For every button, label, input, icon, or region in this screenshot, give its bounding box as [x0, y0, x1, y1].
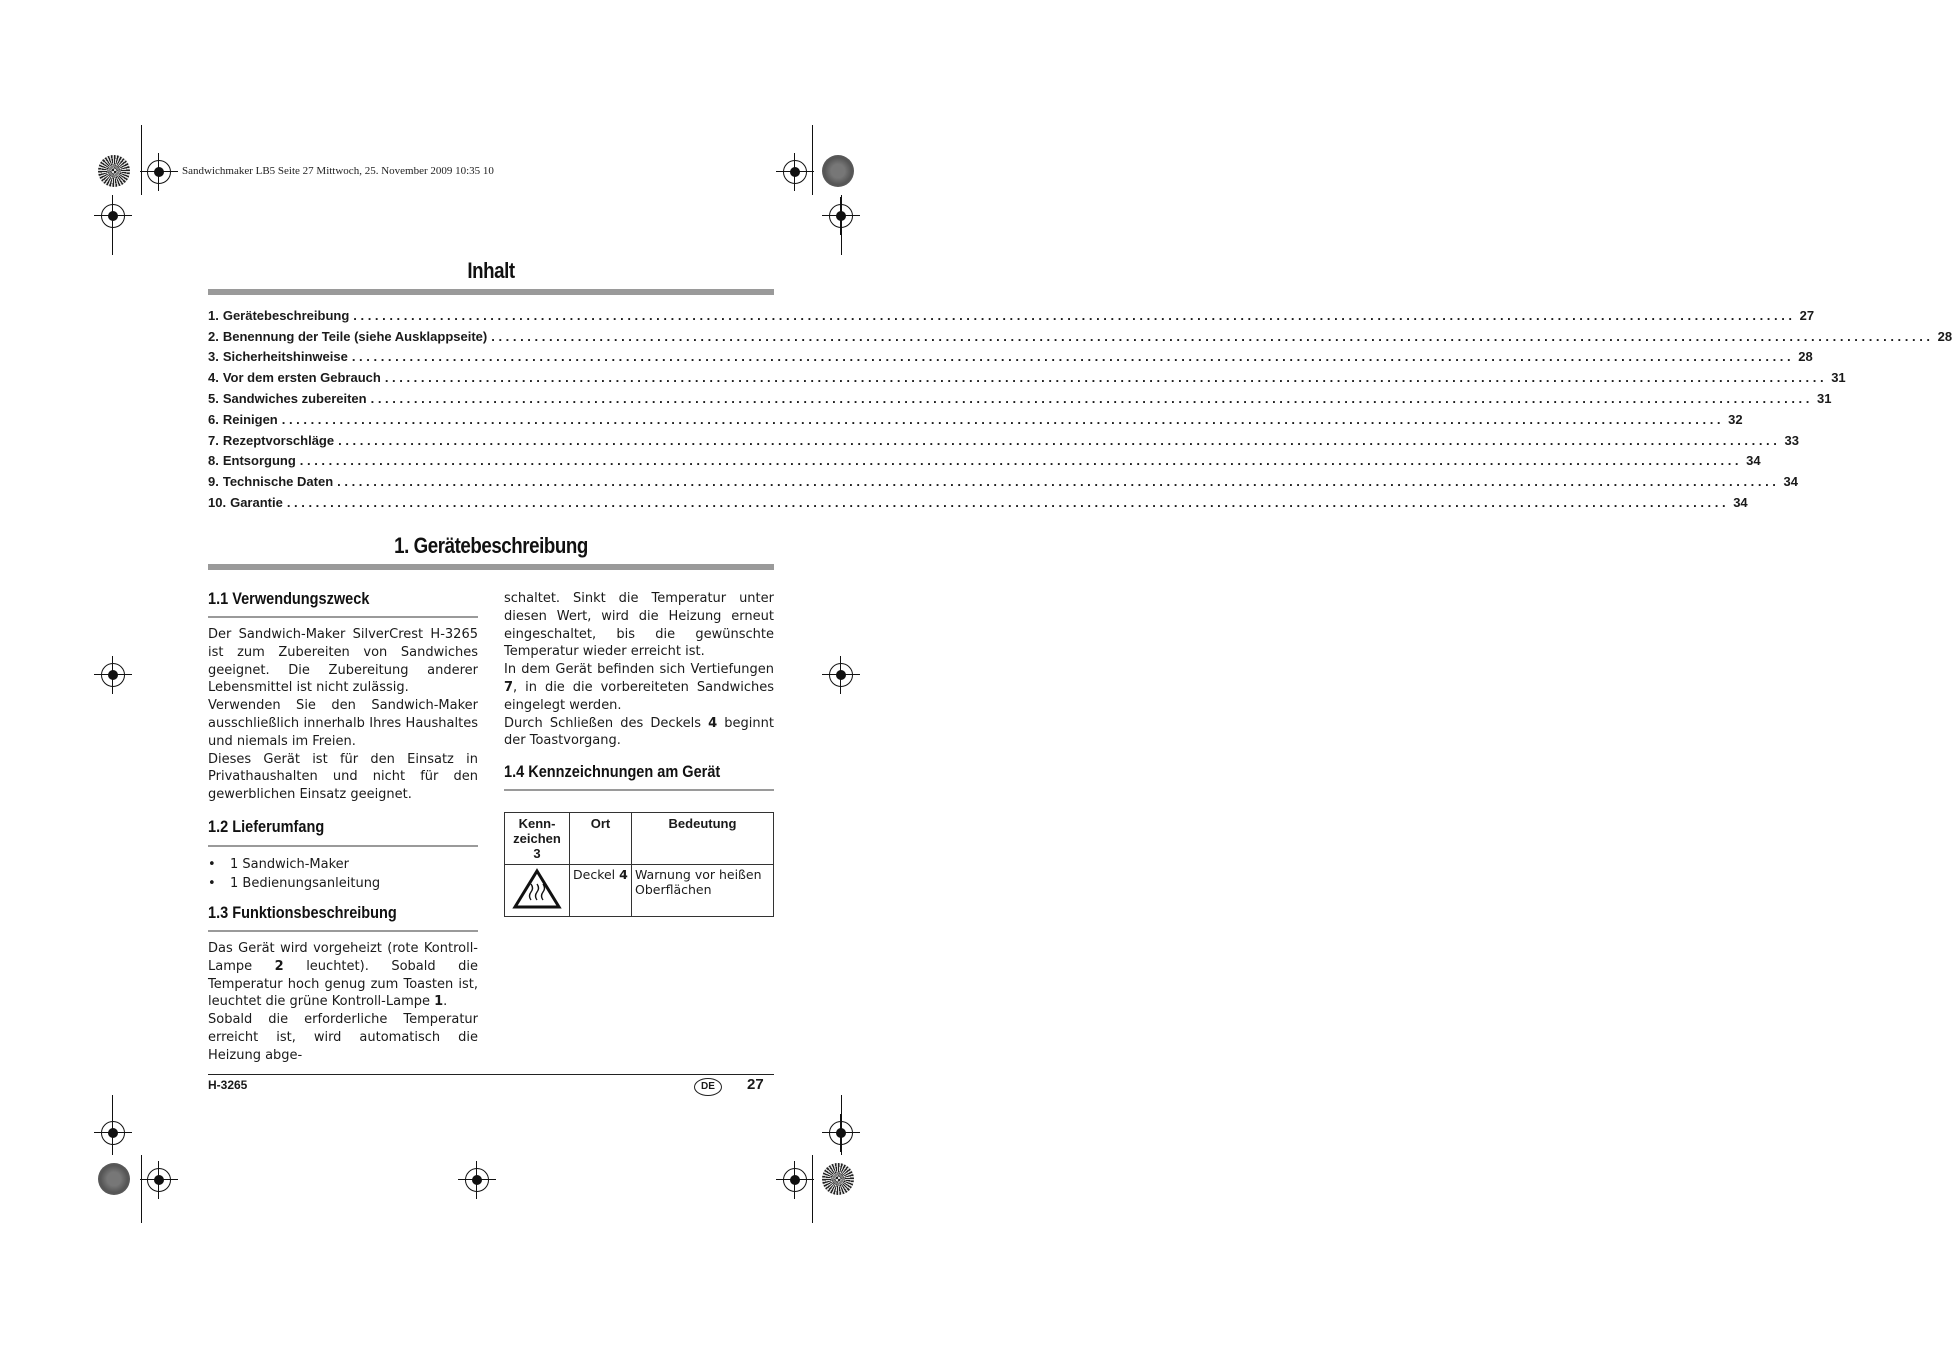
toc-leader: ........................................................................................................................................................................................................ [384, 370, 1828, 386]
toc-leader: ........................................................................................................................................................................................................ [491, 328, 1934, 344]
toc-leader: ........................................................................................................................................................................................................ [299, 453, 1743, 469]
toc-number: 6. [208, 411, 219, 427]
contents-title-bar [208, 289, 774, 295]
crop-line [112, 195, 113, 255]
footer-model: H-3265 [208, 1078, 248, 1092]
toc-label: Benennung der Teile (siehe Ausklappseite) [222, 328, 488, 344]
toc-leader: ........................................................................................................................................................................................................ [337, 474, 1780, 490]
toc-entry[interactable] [208, 347, 1813, 368]
table-of-contents [208, 305, 1952, 513]
crop-target-icon [829, 663, 853, 687]
toc-entry[interactable] [208, 451, 1761, 472]
paragraph: Sobald die erforderliche Temperatur erreicht ist, wird automatisch die Heizung abge- [208, 1012, 478, 1063]
toc-number: 9. [208, 474, 219, 490]
toc-leader: ........................................................................................................................................................................................................ [281, 411, 1725, 427]
toc-page: 31 [1816, 391, 1832, 407]
toc-label: Entsorgung [222, 453, 296, 469]
toc-page: 27 [1799, 307, 1815, 323]
subsection-title-1-3: 1.3 Funktionsbeschreibung [208, 904, 397, 922]
toc-page: 32 [1728, 411, 1743, 427]
crop-line [841, 1095, 842, 1155]
toc-number: 5. [208, 391, 219, 407]
paragraph: Verwenden Sie den Sandwich-Maker ausschließlich innerhalb Ihres Haushaltes und niemals im Freien. [208, 698, 478, 749]
toc-entry[interactable] [208, 305, 1815, 326]
toc-entry[interactable] [208, 409, 1743, 430]
toc-page: 34 [1783, 474, 1798, 490]
toc-number: 7. [208, 432, 219, 448]
subsection-title-1-4: 1.4 Kennzeichnungen am Gerät [504, 763, 721, 781]
toc-page: 34 [1746, 453, 1761, 469]
registration-burst-top-right [822, 155, 854, 187]
toc-label: Garantie [230, 495, 283, 511]
column-header: Kenn-zeichen 3 [505, 813, 570, 865]
toc-leader: ........................................................................................................................................................................................................ [351, 349, 1795, 365]
delivery-list [208, 855, 478, 893]
toc-label: Reinigen [222, 411, 278, 427]
toc-page: 28 [1937, 328, 1952, 344]
subsection-title-1-2: 1.2 Lieferumfang [208, 818, 325, 836]
toc-label: Gerätebeschreibung [222, 307, 350, 323]
page-number: 27 [747, 1076, 764, 1093]
paragraph: Durch Schließen des Deckels 4 beginnt der Toastvorgang. [504, 715, 774, 749]
paragraph: Der Sandwich-Maker SilverCrest H-3265 ist zum Zubereiten von Sandwiches geeignet. Die Zubereitung anderer Lebensmittel ist nicht zulässig. [208, 627, 478, 696]
toc-label: Technische Daten [222, 474, 334, 490]
toc-number: 8. [208, 453, 219, 469]
function-text-continued [504, 590, 774, 750]
column-header: Bedeutung [632, 813, 774, 865]
column-header: Ort [570, 813, 632, 865]
subsection-rule [504, 789, 774, 791]
toc-label: Sandwiches zubereiten [222, 391, 367, 407]
section-title-bar [208, 564, 774, 570]
toc-leader: ........................................................................................................................................................................................................ [353, 307, 1796, 323]
toc-entry[interactable] [208, 388, 1832, 409]
location-cell: Deckel 4 [570, 865, 632, 917]
paragraph: Das Gerät wird vorgeheizt (rote Kontroll-Lampe 2 leuchtet). Sobald die Temperatur hoch genug zum Toasten ist, leuchtet die grüne Kontroll-Lampe 1. [208, 941, 478, 1010]
toc-label: Sicherheitshinweise [222, 349, 348, 365]
marking-table [504, 812, 774, 917]
crop-target-icon [147, 160, 171, 184]
print-slug: Sandwichmaker LB5 Seite 27 Mittwoch, 25. November 2009 10:35 10 [182, 165, 494, 177]
list-item: • 1 Sandwich-Maker [208, 855, 478, 874]
language-badge: DE [694, 1078, 722, 1096]
toc-entry[interactable] [208, 326, 1952, 347]
toc-leader: ........................................................................................................................................................................................................ [370, 391, 1813, 407]
crop-line [812, 125, 813, 195]
table-header-row [505, 813, 774, 865]
toc-number: 4. [208, 370, 219, 386]
crop-target-icon [101, 204, 125, 228]
crop-line [841, 195, 842, 255]
toc-page: 28 [1798, 349, 1813, 365]
crop-line [141, 1155, 142, 1223]
toc-number: 10. [208, 495, 227, 511]
crop-target-icon [101, 1121, 125, 1145]
meaning-cell: Warnung vor heißen Oberflächen [632, 865, 774, 917]
paragraph: schaltet. Sinkt die Temperatur unter diesen Wert, wird die Heizung erneut eingeschaltet, bis die gewünschte Temperatur wieder erreicht ist. [504, 591, 774, 660]
table-row [505, 865, 774, 917]
footer-rule [208, 1074, 774, 1075]
hot-surface-warning-icon [512, 868, 562, 910]
crop-target-icon [465, 1168, 489, 1192]
crop-line [141, 125, 142, 195]
crop-line [812, 1155, 813, 1223]
crop-target-icon [783, 160, 807, 184]
toc-entry[interactable] [208, 430, 1799, 451]
toc-leader: ........................................................................................................................................................................................................ [286, 495, 1730, 511]
usage-text [208, 626, 478, 804]
paragraph: In dem Gerät befinden sich Vertiefungen 7, in die die vorbereiteten Sandwiches eingelegt werden. [504, 662, 774, 713]
registration-burst-bottom-left [98, 1163, 130, 1195]
toc-page: 31 [1831, 370, 1846, 386]
toc-entry[interactable] [208, 367, 1846, 388]
registration-starburst-top-left [98, 155, 130, 187]
registration-starburst-bottom-right [822, 1163, 854, 1195]
toc-number: 1. [208, 307, 219, 323]
subsection-rule [208, 930, 478, 932]
list-item: • 1 Bedienungsanleitung [208, 874, 478, 893]
toc-label: Rezeptvorschläge [222, 432, 335, 448]
paragraph: Dieses Gerät ist für den Einsatz in Privathaushalten und nicht für den gewerblichen Einsatz geeignet. [208, 751, 478, 803]
symbol-cell [505, 865, 570, 917]
crop-target-icon [147, 1168, 171, 1192]
crop-target-icon [783, 1168, 807, 1192]
toc-number: 3. [208, 349, 219, 365]
toc-entry[interactable] [208, 471, 1798, 492]
toc-leader: ........................................................................................................................................................................................................ [338, 432, 1781, 448]
subsection-rule [208, 845, 478, 847]
toc-entry[interactable] [208, 492, 1748, 513]
toc-number: 2. [208, 328, 219, 344]
function-text [208, 940, 478, 1065]
subsection-rule [208, 616, 478, 618]
toc-page: 34 [1733, 495, 1748, 511]
contents-title: Inhalt [467, 258, 515, 283]
section-title: 1. Gerätebeschreibung [394, 533, 588, 558]
toc-label: Vor dem ersten Gebrauch [222, 370, 381, 386]
subsection-title-1-1: 1.1 Verwendungszweck [208, 590, 370, 608]
crop-target-icon [101, 663, 125, 687]
crop-line [112, 1095, 113, 1155]
toc-page: 33 [1784, 432, 1799, 448]
